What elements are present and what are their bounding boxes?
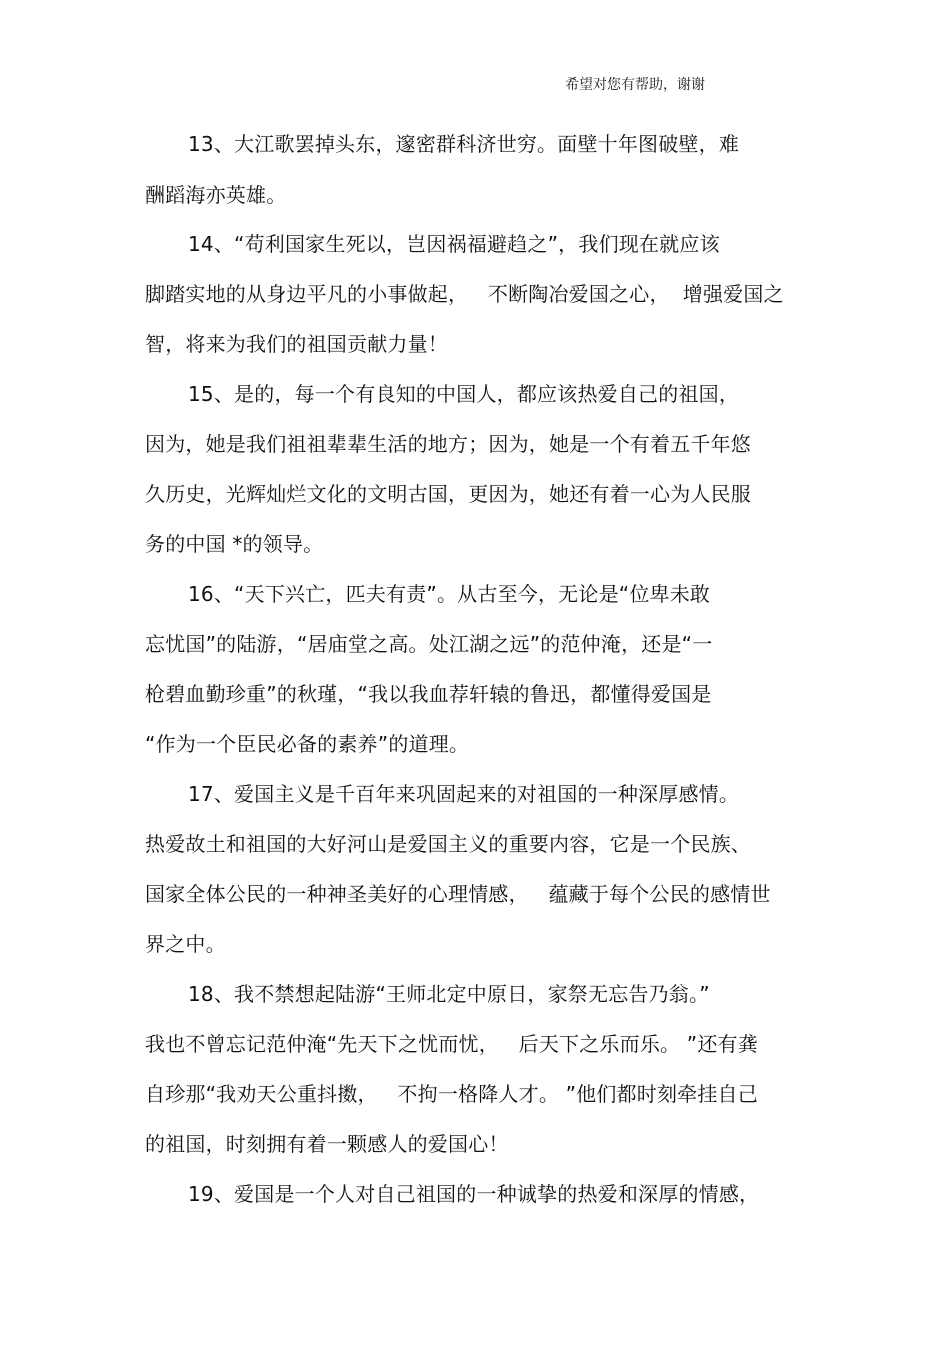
paragraph-line: 我也不曾忘记范仲淹“先天下之忧而忧， 后天下之乐而乐。 ”还有龚 xyxy=(145,1032,758,1056)
paragraph-line: 久历史，光辉灿烂文化的文明古国，更因为，她还有着一心为人民服 xyxy=(145,482,751,506)
paragraph-line: 枪碧血勤珍重”的秋瑾，“我以我血荐轩辕的鲁迅，都懂得爱国是 xyxy=(145,682,712,706)
paragraph-line: 15、是的，每一个有良知的中国人，都应该热爱自己的祖国， xyxy=(188,382,740,406)
paragraph-line: 酬蹈海亦英雄。 xyxy=(145,183,287,207)
paragraph-line: 19、爱国是一个人对自己祖国的一种诚挚的热爱和深厚的情感， xyxy=(188,1182,760,1206)
header-note: 希望对您有帮助，谢谢 xyxy=(565,77,705,93)
paragraph-line: 17、爱国主义是千百年来巩固起来的对祖国的一种深厚感情。 xyxy=(188,782,740,806)
paragraph-line: 忘忧国”的陆游，“居庙堂之高。处江湖之远”的范仲淹，还是“一 xyxy=(145,632,713,656)
paragraph-line: 18、我不禁想起陆游“王师北定中原日，家祭无忘告乃翁。” xyxy=(188,982,710,1006)
paragraph-line: 因为，她是我们祖祖辈辈生活的地方；因为，她是一个有着五千年悠 xyxy=(145,432,751,456)
paragraph-line: 热爱故土和祖国的大好河山是爱国主义的重要内容，它是一个民族、 xyxy=(145,832,751,856)
paragraph-line: 务的中国 *的领导。 xyxy=(145,532,324,556)
paragraph-line: 16、“天下兴亡，匹夫有责”。从古至今，无论是“位卑未敢 xyxy=(188,582,711,606)
paragraph-line: 智，将来为我们的祖国贡献力量！ xyxy=(145,332,448,356)
paragraph-line: 脚踏实地的从身边平凡的小事做起， 不断陶冶爱国之心， 增强爱国之 xyxy=(145,282,784,306)
paragraph-line: “作为一个臣民必备的素养”的道理。 xyxy=(145,732,470,756)
paragraph-line: 13、大江歌罢掉头东，邃密群科济世穷。面壁十年图破壁，难 xyxy=(188,132,740,156)
paragraph-line: 国家全体公民的一种神圣美好的心理情感， 蕴藏于每个公民的感情世 xyxy=(145,882,771,906)
paragraph-line: 自珍那“我劝天公重抖擞， 不拘一格降人才。 ”他们都时刻牵挂自己 xyxy=(145,1082,758,1106)
paragraph-line: 界之中。 xyxy=(145,932,226,956)
paragraph-line: 的祖国，时刻拥有着一颗感人的爱国心！ xyxy=(145,1132,509,1156)
paragraph-line: 14、“苟利国家生死以，岂因祸福避趋之”，我们现在就应该 xyxy=(188,232,720,256)
